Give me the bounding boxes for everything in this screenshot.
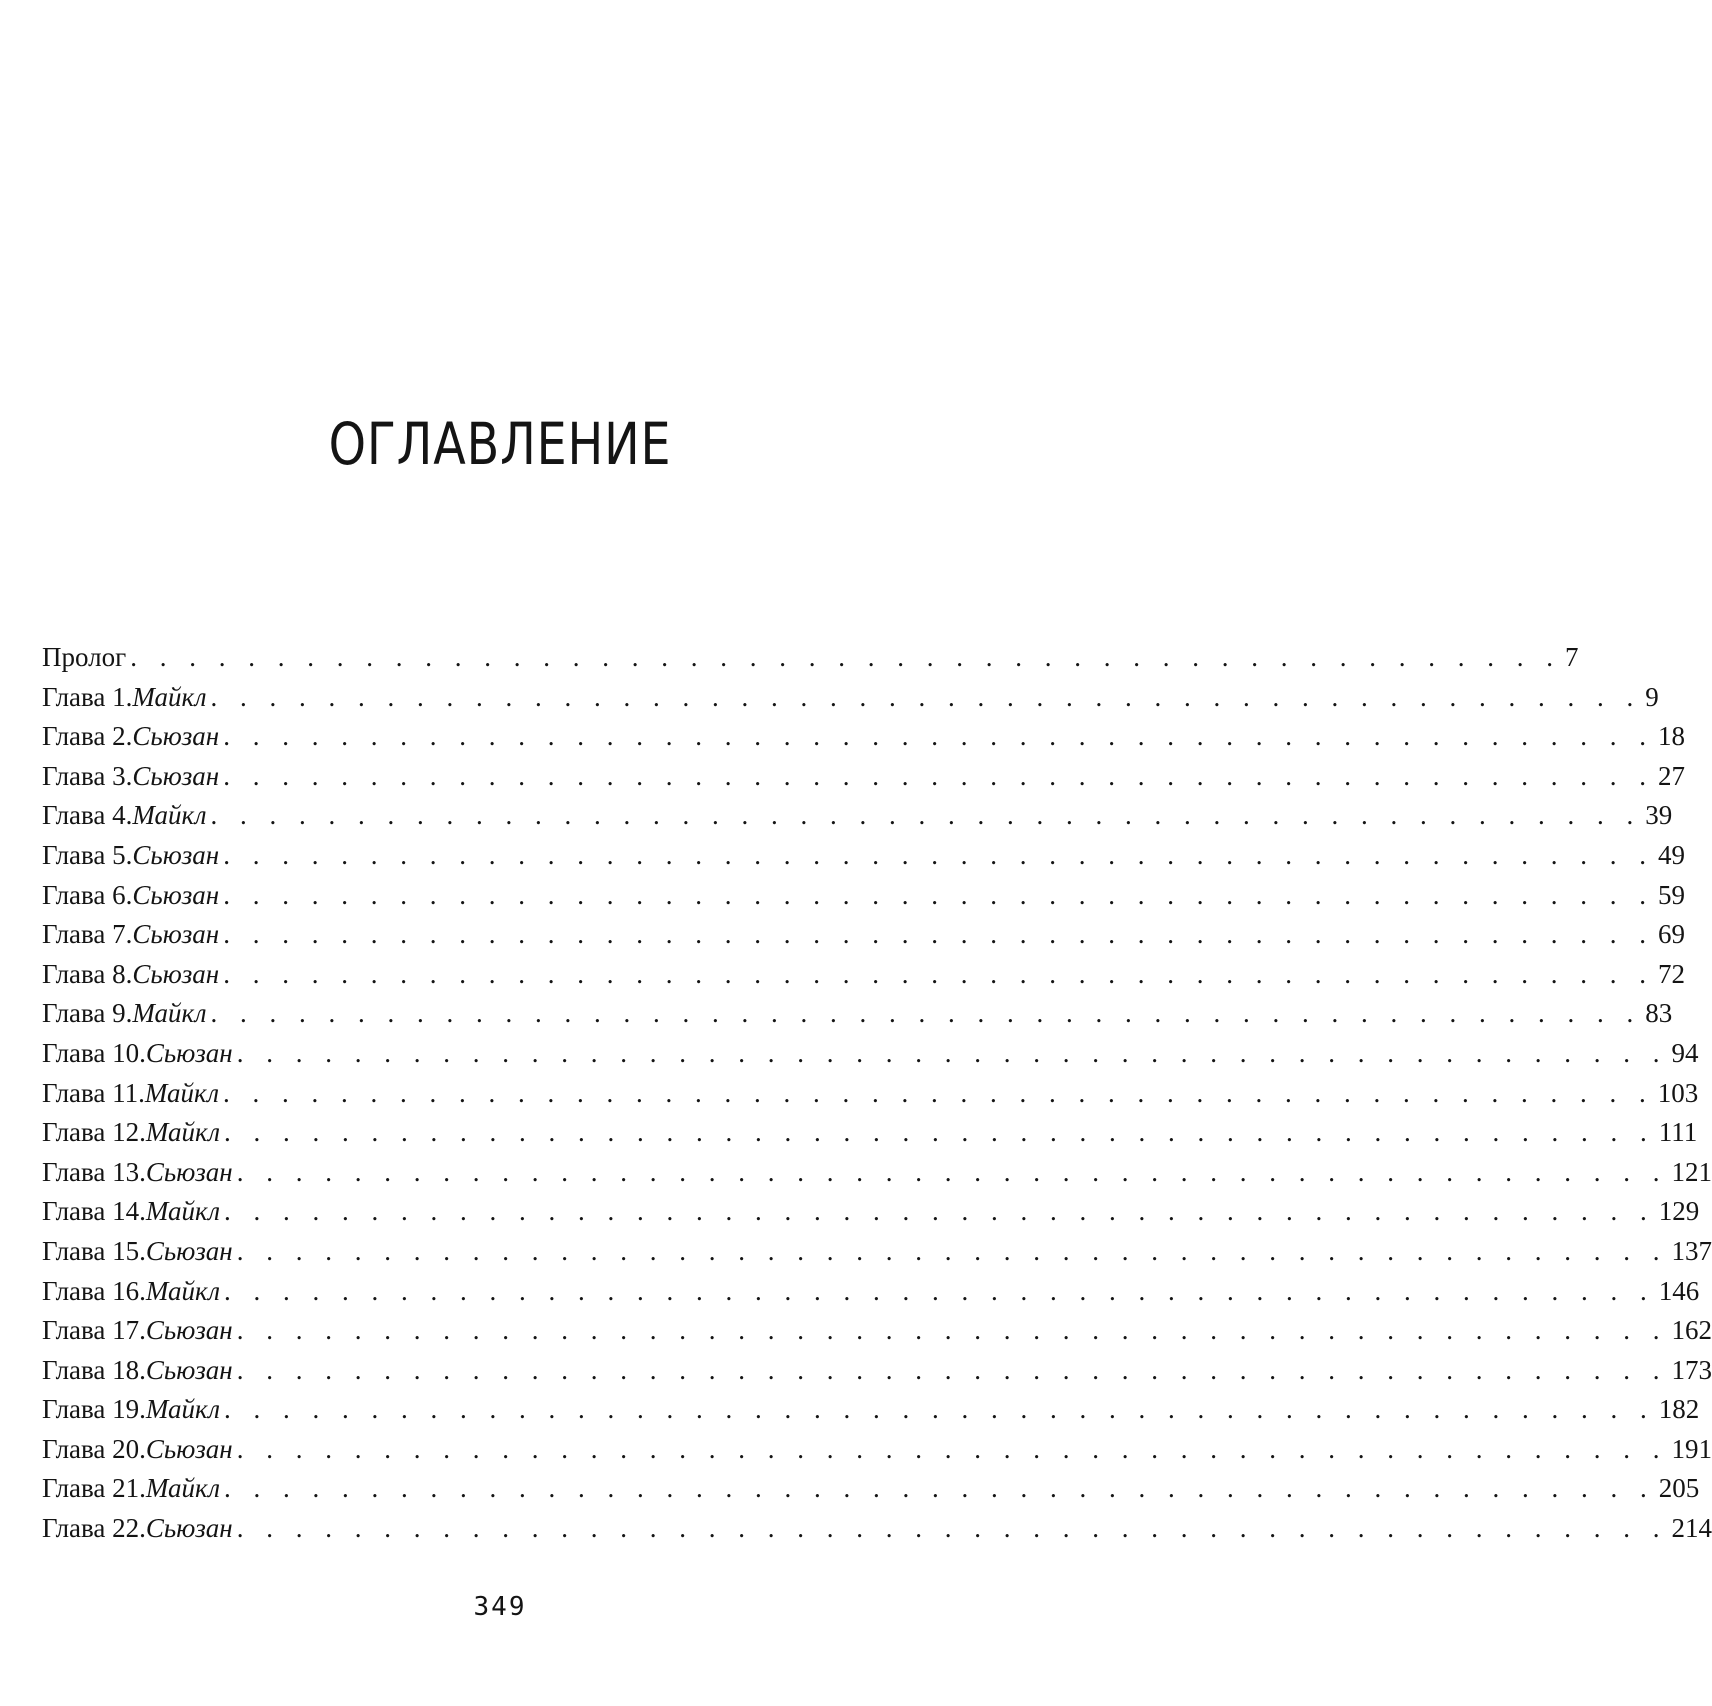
entry-label: Пролог (42, 642, 127, 672)
entry-label: Глава 18. (42, 1354, 146, 1385)
entry-label: Глава 20. (42, 1433, 146, 1464)
page-number: 111 (1658, 1117, 1698, 1148)
toc-entry (42, 1351, 1712, 1391)
entry-label: Глава 8. (42, 958, 133, 989)
page-number: 18 (1657, 721, 1685, 752)
dot-leader: . . . . . . . . . . . . . . . . . . . . . . . . . . . . . . . . . . . . . . . . . . . . . . . . . (236, 1433, 1668, 1464)
entry-name: Сьюзан (132, 839, 220, 870)
toc-entry (42, 1192, 1700, 1232)
dot-leader: . . . . . . . . . . . . . . . . . . . . . . . . . . . . . . . . . . . . . . . . . . . . . . . . . (223, 1275, 1655, 1306)
entry-name: Майкл (145, 1473, 220, 1504)
entry-label: Глава 14. (42, 1196, 146, 1227)
toc-entry (42, 1034, 1699, 1074)
entry-label: Глава 21. (42, 1473, 146, 1504)
toc-entry (42, 757, 1685, 797)
page-number: 182 (1658, 1394, 1700, 1425)
entry-label: Глава 11. (42, 1077, 145, 1108)
entry-name: Майкл (144, 1077, 219, 1108)
toc-entry (42, 836, 1685, 876)
page-number: 39 (1645, 800, 1673, 831)
entry-name: Сьюзан (145, 1156, 233, 1187)
entry-name: Майкл (132, 800, 207, 831)
toc-entry (42, 915, 1685, 955)
entry-name: Майкл (132, 998, 207, 1029)
entry-label: Глава 2. (42, 721, 133, 752)
toc-entry (42, 994, 1673, 1034)
dot-leader: . . . . . . . . . . . . . . . . . . . . . . . . . . . . . . . . . . . . . . . . . . . . . . . . . (223, 721, 1654, 752)
entry-label: Глава 6. (42, 879, 133, 910)
dot-leader: . . . . . . . . . . . . . . . . . . . . . . . . . . . . . . . . . . . . . . . . . . . . . . . . . (236, 1235, 1668, 1266)
dot-leader: . . . . . . . . . . . . . . . . . . . . . . . . . . . . . . . . . . . . . . . . . . . . . . . . . (236, 1315, 1668, 1346)
entry-name: Сьюзан (132, 721, 220, 752)
dot-leader: . . . . . . . . . . . . . . . . . . . . . . . . . . . . . . . . . . . . . . . . . . . . . . . . . (223, 760, 1654, 791)
entry-label: Глава 1. (42, 681, 133, 712)
entry-name: Сьюзан (145, 1037, 233, 1068)
dot-leader: . . . . . . . . . . . . . . . . . . . . . . . . . . . . . . . . . . . . . . . . . . . . . . . . . (223, 1394, 1655, 1425)
toc-entry (42, 1469, 1700, 1509)
entry-name: Сьюзан (132, 760, 220, 791)
toc-entry (42, 955, 1685, 995)
dot-leader: . . . . . . . . . . . . . . . . . . . . . . . . . . . . . . . . . . . . . . . . . . . . . . . . . (223, 1196, 1655, 1227)
toc-entry (42, 1272, 1700, 1312)
entry-label: Глава 3. (42, 760, 133, 791)
dot-leader: . . . . . . . . . . . . . . . . . . . . . . . . . . . . . . . . . . . . . . . . . . . . . . . . . (223, 958, 1654, 989)
toc-entry (42, 638, 1579, 678)
dot-leader: . . . . . . . . . . . . . . . . . . . . . . . . . . . . . . . . . . . . . . . . . . . . . . . . . (223, 839, 1654, 870)
page-number: 59 (1657, 879, 1685, 910)
page-number: 27 (1657, 760, 1685, 791)
page-number: 205 (1658, 1473, 1700, 1504)
dot-leader: . . . . . . . . . . . . . . . . . . . . . . . . . . . . . . . . . . . . . . . . . . . . . . . . . (236, 1354, 1668, 1385)
dot-leader: . . . . . . . . . . . . . . . . . . . . . . . . . . . . . . . . . . . . . . . . . . . . . . . . . (210, 681, 1642, 712)
entry-label: Глава 12. (42, 1117, 146, 1148)
entry-name: Сьюзан (132, 879, 220, 910)
page-title: ОГЛАВЛЕНИЕ (328, 409, 672, 478)
toc-entry (42, 1390, 1700, 1430)
entry-label: Глава 22. (42, 1513, 146, 1544)
dot-leader: . . . . . . . . . . . . . . . . . . . . . . . . . . . . . . . . . . . . . . . . . . . . . . . . . (236, 1037, 1668, 1068)
entry-label: Глава 9. (42, 998, 133, 1029)
toc-entry (42, 678, 1659, 718)
dot-leader: . . . . . . . . . . . . . . . . . . . . . . . . . . . . . . . . . . . . . . . . . . . . . . . . . (236, 1513, 1668, 1544)
dot-leader: . . . . . . . . . . . . . . . . . . . . . . . . . . . . . . . . . . . . . . . . . . . . . . . . . (210, 800, 1642, 831)
page-number: 214 (1671, 1513, 1712, 1544)
entry-name: Сьюзан (145, 1513, 233, 1544)
page-number: 7 (1564, 642, 1579, 672)
entry-label: Глава 10. (42, 1037, 146, 1068)
entry-name: Сьюзан (145, 1235, 233, 1266)
dot-leader: . . . . . . . . . . . . . . . . . . . . . . . . . . . . . . . . . . . . . . . . . . . . . . . . . (222, 1077, 1654, 1108)
page-number: 173 (1671, 1354, 1712, 1385)
dot-leader: . . . . . . . . . . . . . . . . . . . . . . . . . . . . . . . . . . . . . . . . . . . . . . . . . (223, 919, 1654, 950)
entry-name: Майкл (145, 1275, 220, 1306)
entry-label: Глава 16. (42, 1275, 146, 1306)
toc-entry (42, 1311, 1712, 1351)
page-number: 49 (1657, 839, 1685, 870)
dot-leader: . . . . . . . . . . . . . . . . . . . . . . . . . . . . . . . . . . . . . . . . . . . . . . . . . (130, 642, 1561, 672)
page-number: 69 (1657, 919, 1685, 950)
entry-name: Сьюзан (132, 919, 220, 950)
entry-label: Глава 7. (42, 919, 133, 950)
toc-entry (42, 796, 1673, 836)
entry-label: Глава 17. (42, 1315, 146, 1346)
toc-entry (42, 1113, 1698, 1153)
page-number: 9 (1645, 681, 1659, 712)
entry-name: Майкл (145, 1117, 220, 1148)
page-number: 83 (1645, 998, 1673, 1029)
entry-name: Сьюзан (145, 1315, 233, 1346)
toc-entry (42, 1509, 1712, 1549)
page-number: 191 (1671, 1433, 1712, 1464)
entry-name: Майкл (132, 681, 207, 712)
toc-entry (42, 1074, 1699, 1114)
page-number: 146 (1658, 1275, 1700, 1306)
toc-entry (42, 717, 1685, 757)
page-number: 121 (1671, 1156, 1712, 1187)
page-number: 137 (1671, 1235, 1712, 1266)
dot-leader: . . . . . . . . . . . . . . . . . . . . . . . . . . . . . . . . . . . . . . . . . . . . . . . . . (223, 879, 1654, 910)
entry-label: Глава 19. (42, 1394, 146, 1425)
page-number: 129 (1658, 1196, 1700, 1227)
entry-label: Глава 15. (42, 1235, 146, 1266)
toc-entry (42, 1153, 1712, 1193)
entry-name: Майкл (145, 1196, 220, 1227)
dot-leader: . . . . . . . . . . . . . . . . . . . . . . . . . . . . . . . . . . . . . . . . . . . . . . . . . (223, 1117, 1655, 1148)
entry-name: Сьюзан (145, 1354, 233, 1385)
entry-label: Глава 13. (42, 1156, 146, 1187)
page-number: 103 (1657, 1077, 1699, 1108)
toc-entry (42, 1232, 1712, 1272)
entry-name: Майкл (145, 1394, 220, 1425)
entry-label: Глава 4. (42, 800, 133, 831)
entry-name: Сьюзан (145, 1433, 233, 1464)
dot-leader: . . . . . . . . . . . . . . . . . . . . . . . . . . . . . . . . . . . . . . . . . . . . . . . . . (210, 998, 1642, 1029)
entry-label: Глава 5. (42, 839, 133, 870)
toc-entry (42, 876, 1685, 916)
page-number: 72 (1657, 958, 1685, 989)
table-of-contents (42, 638, 1712, 1549)
entry-name: Сьюзан (132, 958, 220, 989)
dot-leader: . . . . . . . . . . . . . . . . . . . . . . . . . . . . . . . . . . . . . . . . . . . . . . . . . (223, 1473, 1655, 1504)
dot-leader: . . . . . . . . . . . . . . . . . . . . . . . . . . . . . . . . . . . . . . . . . . . . . . . . . (236, 1156, 1668, 1187)
page-number: 94 (1671, 1037, 1699, 1068)
toc-entry (42, 1430, 1712, 1470)
page-number: 162 (1671, 1315, 1712, 1346)
page-number-footer: 349 (473, 1592, 527, 1622)
